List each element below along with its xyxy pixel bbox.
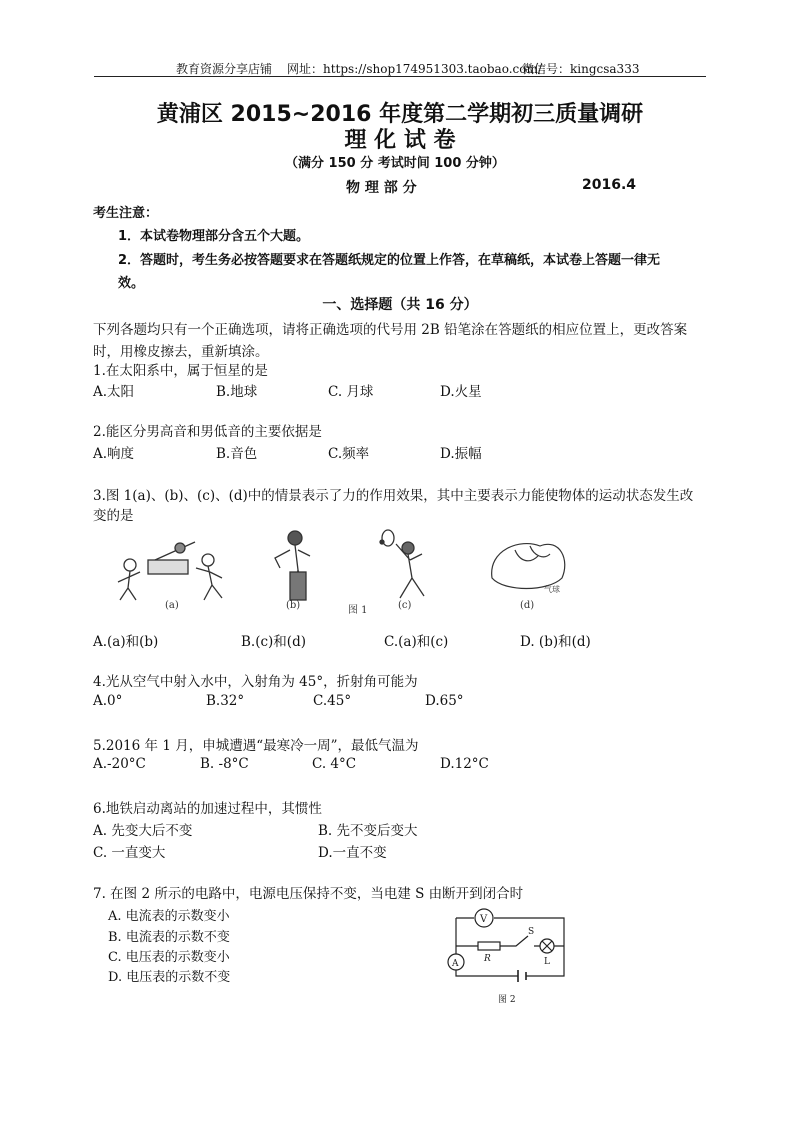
figure-2-circuit (436, 906, 586, 1010)
figure-1a-label: (a) (165, 600, 179, 611)
voltmeter-label: V (480, 914, 488, 925)
question-6-option-b[interactable]: B. 先不变后变大 (318, 823, 418, 839)
section-title: 一、选择题（共 16 分） (322, 297, 478, 313)
question-3-option-a[interactable]: A.(a)和(b) (93, 634, 159, 650)
question-6-option-d[interactable]: D.一直不变 (318, 845, 387, 861)
figure-1b-illustration (275, 531, 310, 600)
figure-1d-illustration (492, 544, 565, 589)
question-3-option-c[interactable]: C.(a)和(c) (384, 634, 449, 650)
header-divider (94, 76, 706, 77)
notice-item-2-cont: 效。 (118, 276, 145, 291)
notice-item-1: 1．本试卷物理部分含五个大题。 (118, 229, 310, 244)
question-7-option-d[interactable]: D. 电压表的示数不变 (108, 970, 231, 985)
question-1-option-d[interactable]: D.火星 (440, 384, 482, 400)
question-3-option-b[interactable]: B.(c)和(d) (241, 634, 306, 650)
question-1-option-a[interactable]: A.太阳 (93, 384, 135, 400)
question-5-option-a[interactable]: A.-20°C (93, 756, 146, 772)
header-wechat: 微信号：kingcsa333 (522, 62, 640, 76)
figure-1a-illustration (118, 542, 222, 600)
exam-subtitle: （满分 150 分 考试时间 100 分钟） (285, 156, 505, 171)
figure-1d-balloon-label: 气球 (544, 585, 560, 594)
question-6-stem: 6.地铁启动离站的加速过程中，其惯性 (93, 801, 322, 817)
question-6-option-c[interactable]: C. 一直变大 (93, 845, 166, 861)
question-5-option-c[interactable]: C. 4°C (312, 756, 357, 772)
section-instruction-cont: 时，用橡皮擦去，重新填涂。 (93, 344, 269, 360)
switch-label: S (528, 927, 535, 937)
question-2-option-d[interactable]: D.振幅 (440, 446, 482, 462)
figure-2-caption: 图 2 (498, 995, 516, 1005)
question-2-stem: 2.能区分男高音和男低音的主要依据是 (93, 424, 322, 440)
resistor-symbol (478, 942, 500, 950)
question-6-option-a[interactable]: A. 先变大后不变 (93, 823, 193, 839)
question-7-option-c[interactable]: C. 电压表的示数变小 (108, 950, 230, 965)
question-5-stem: 5.2016 年 1 月，申城遭遇“最寒冷一周”，最低气温为 (93, 738, 419, 754)
figure-1d-label: (d) (520, 600, 535, 611)
resistor-label: R (484, 954, 491, 964)
question-3-stem-cont: 变的是 (93, 508, 134, 524)
question-4-option-c[interactable]: C.45° (313, 693, 352, 709)
exam-subject: 理 化 试 卷 (344, 128, 456, 153)
question-2-option-a[interactable]: A.响度 (93, 446, 135, 462)
question-3-stem: 3.图 1(a)、(b)、(c)、(d)中的情景表示了力的作用效果，其中主要表示力能使物体的运动状态发生改 (93, 488, 694, 504)
question-5-option-b[interactable]: B. -8°C (200, 756, 249, 772)
question-7-option-a[interactable]: A. 电流表的示数变小 (108, 909, 230, 924)
ammeter-label: A (452, 959, 459, 969)
question-3-option-d[interactable]: D. (b)和(d) (520, 634, 591, 650)
question-4-option-d[interactable]: D.65° (425, 693, 464, 709)
exam-date: 2016.4 (582, 177, 637, 193)
battery-symbol (518, 970, 526, 982)
question-2-option-c[interactable]: C.频率 (328, 446, 370, 462)
figure-1b-label: (b) (286, 600, 301, 611)
question-1-stem: 1.在太阳系中，属于恒星的是 (93, 363, 268, 379)
question-1-option-c[interactable]: C. 月球 (328, 384, 374, 400)
question-7-stem: 7. 在图 2 所示的电路中，电源电压保持不变，当电建 S 由断开到闭合时 (93, 886, 524, 902)
section-instruction: 下列各题均只有一个正确选项，请将正确选项的代号用 2B 铅笔涂在答题纸的相应位置上，更改答案 (93, 322, 688, 338)
question-1-option-b[interactable]: B.地球 (216, 384, 258, 400)
figure-1 (100, 520, 590, 620)
notice-heading: 考生注意： (93, 206, 159, 221)
header-url[interactable]: 网址：https://shop174951303.taobao.com/ (287, 62, 542, 76)
lamp-label: L (544, 957, 550, 967)
question-7-option-b[interactable]: B. 电流表的示数不变 (108, 930, 230, 945)
question-4-stem: 4.光从空气中射入水中，入射角为 45°，折射角可能为 (93, 674, 418, 690)
header-shop: 教育资源分享店铺 (176, 62, 273, 76)
question-4-option-b[interactable]: B.32° (206, 693, 245, 709)
question-2-option-b[interactable]: B.音色 (216, 446, 258, 462)
part-label: 物 理 部 分 (346, 180, 417, 196)
exam-title: 黄浦区 2015~2016 年度第二学期初三质量调研 (156, 102, 644, 127)
question-5-option-d[interactable]: D.12°C (440, 756, 489, 772)
notice-item-2: 2．答题时，考生务必按答题要求在答题纸规定的位置上作答，在草稿纸，本试卷上答题一律无 (118, 253, 661, 268)
figure-1-caption: 图 1 (348, 605, 368, 616)
question-4-option-a[interactable]: A.0° (93, 693, 123, 709)
figure-1c-illustration (380, 530, 424, 598)
figure-1c-label: (c) (398, 600, 412, 611)
